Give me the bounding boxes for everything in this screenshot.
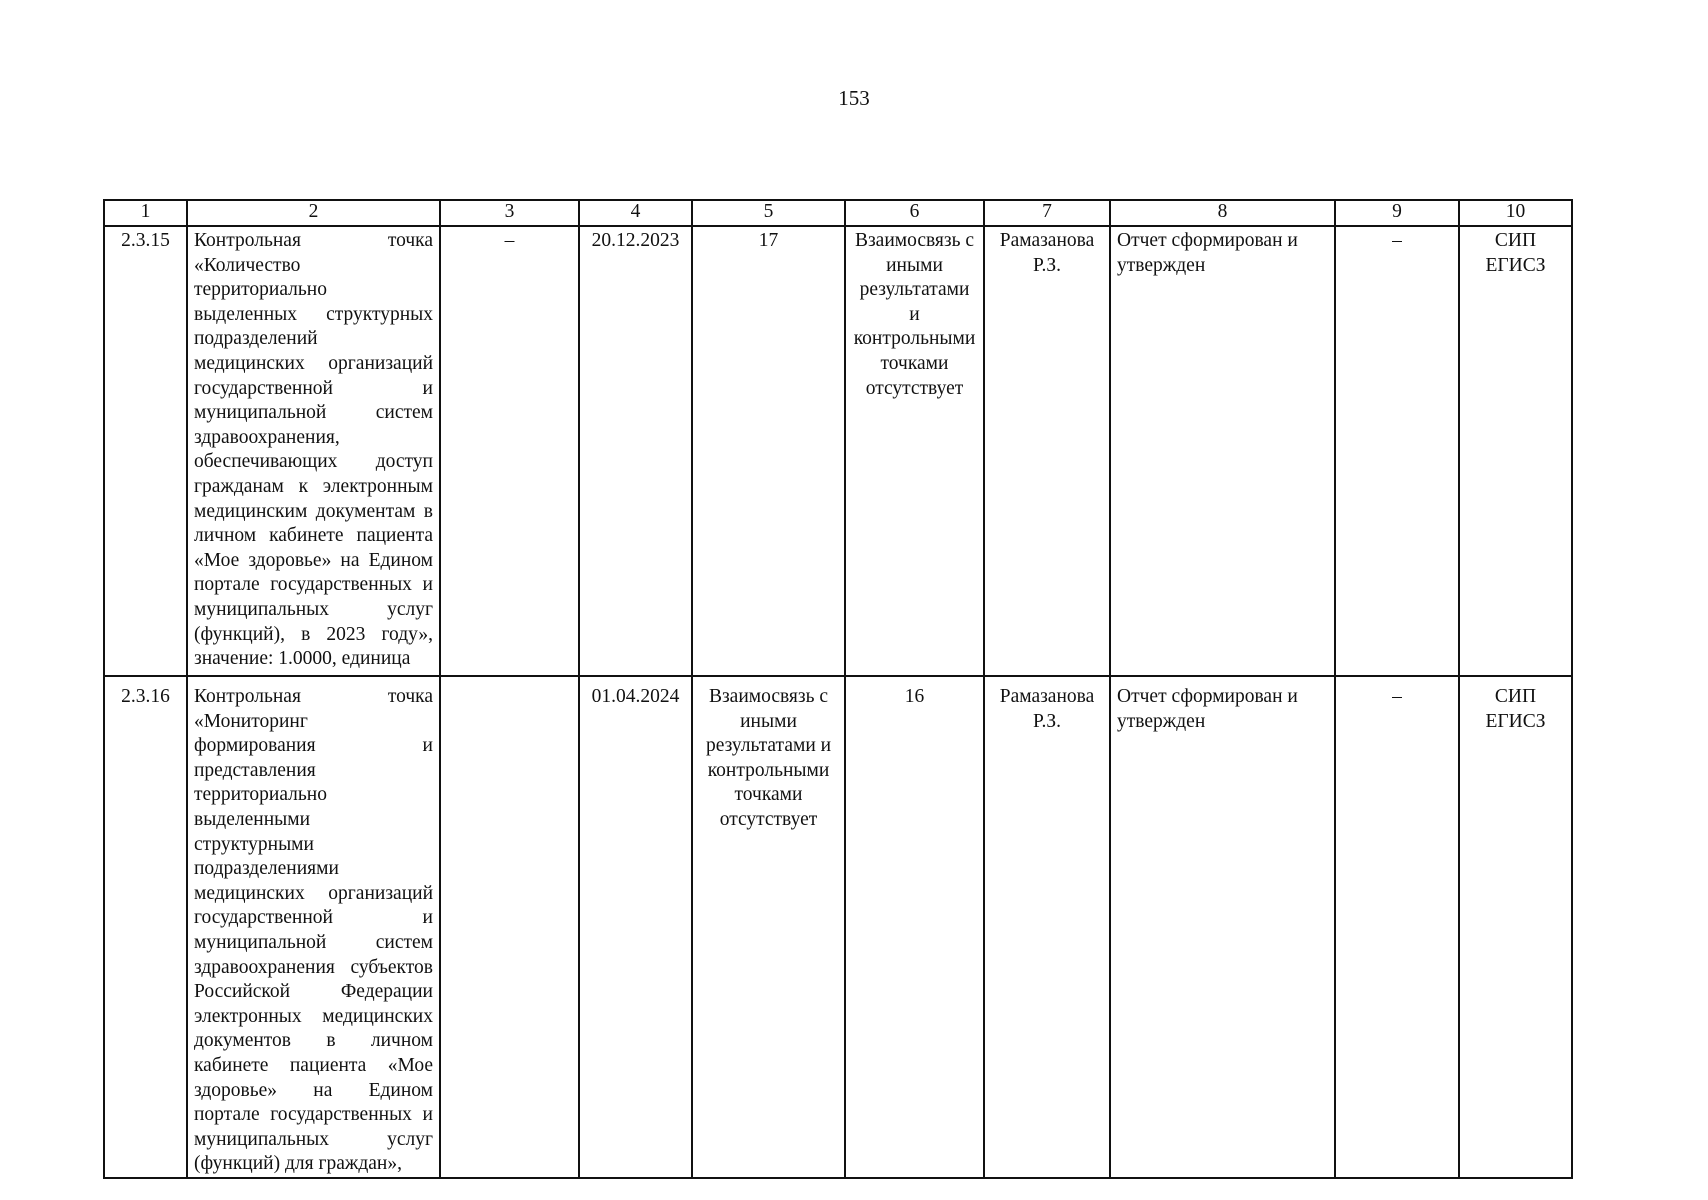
control-point-name: Контрольная точка «Количество территориально выделенных структурных подразделений медицинских организаций государственной и муниципальной систем здравоохранения, обеспечивающих доступ гражданам к электронным медицинским документам в личном кабинете пациента «Мое здоровье» на Едином портале государственных и муниципальных услуг (функций), в 2023 году», значение: 1.0000, единица [187,226,440,676]
column-6-value: 16 [845,676,984,1178]
information-system: СИП ЕГИСЗ [1459,226,1572,676]
column-number: 5 [692,200,845,226]
column-5-value: Взаимосвязь с иными результатами и контрольными точками отсутствует [692,676,845,1178]
row-number: 2.3.15 [104,226,187,676]
column-number: 7 [984,200,1110,226]
column-number: 4 [579,200,692,226]
responsible-person: Рамазанова Р.З. [984,226,1110,676]
column-number: 6 [845,200,984,226]
control-point-name: Контрольная точка «Мониторинг формирования и представления территориально выделенными структурными подразделениями медицинских организаций государственной и муниципальной систем здравоохранения субъектов Российской Федерации электронных медицинских документов в личном кабинете пациента «Мое здоровье» на Едином портале государственных и муниципальных услуг (функций) для граждан», [187,676,440,1178]
page-number: 153 [838,86,870,110]
column-number: 1 [104,200,187,226]
deadline-date: 20.12.2023 [579,226,692,676]
column-number: 9 [1335,200,1459,226]
column-9-value: – [1335,676,1459,1178]
information-system: СИП ЕГИСЗ [1459,676,1572,1178]
column-9-value: – [1335,226,1459,676]
column-number: 10 [1459,200,1572,226]
row-number: 2.3.16 [104,676,187,1178]
column-number: 3 [440,200,579,226]
result-description: Отчет сформирован и утвержден [1110,226,1335,676]
column-5-value: 17 [692,226,845,676]
column-3-value: – [440,226,579,676]
result-description: Отчет сформирован и утвержден [1110,676,1335,1178]
table-row [104,676,1572,1178]
plan-table [103,199,1573,1179]
column-number: 8 [1110,200,1335,226]
column-number-row [104,200,1572,226]
deadline-date: 01.04.2024 [579,676,692,1178]
column-number: 2 [187,200,440,226]
table-row [104,226,1572,676]
responsible-person: Рамазанова Р.З. [984,676,1110,1178]
column-3-value [440,676,579,1178]
column-6-value: Взаимосвязь с иными результатами и контрольными точками отсутствует [845,226,984,676]
